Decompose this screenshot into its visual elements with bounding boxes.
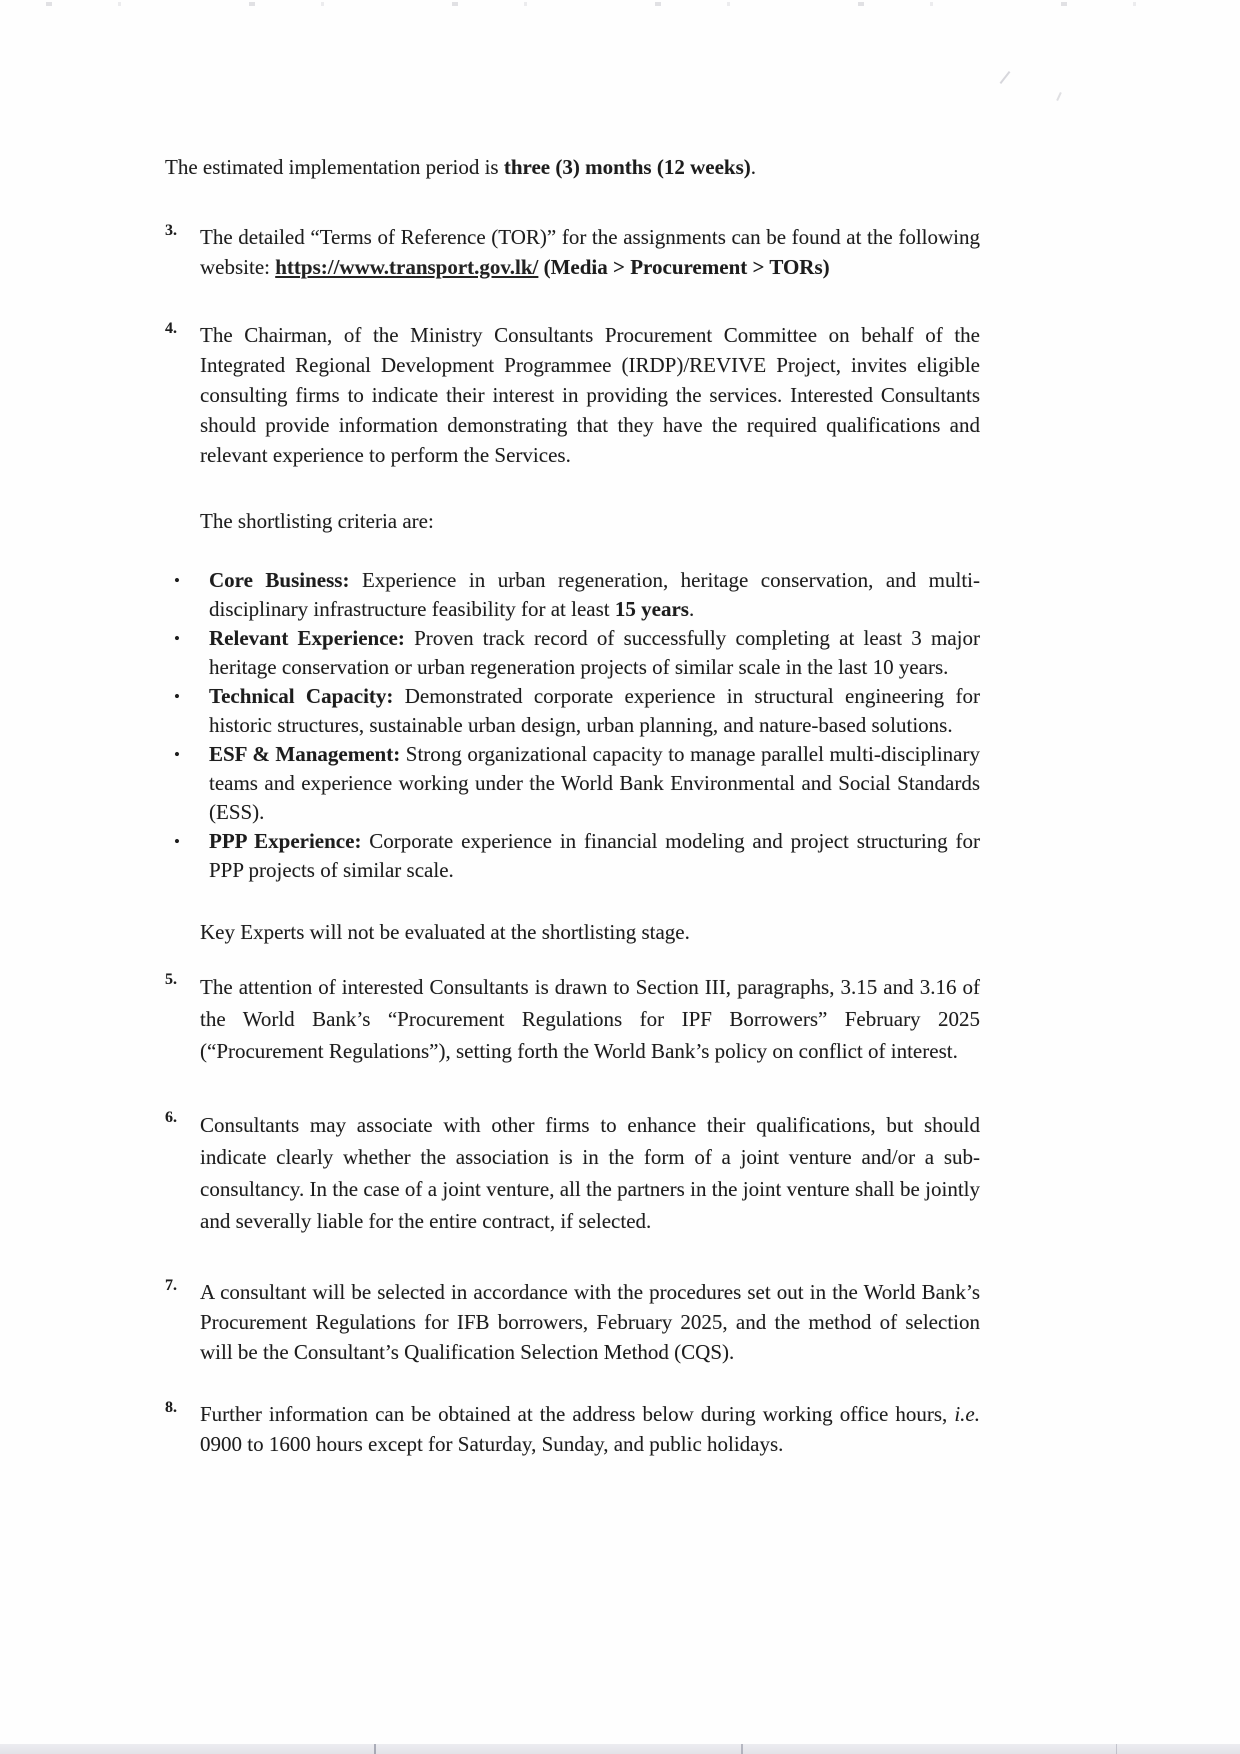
numbered-item-8 (165, 1399, 980, 1459)
shortlisting-criteria-list (165, 566, 980, 885)
text-segment: The detailed “Terms of Reference (TOR)” for the assignments can be found at the following website: (200, 225, 980, 279)
text-segment: Strong organizational capacity to manage parallel multi-disciplinary teams and experience working under the World Bank Environmental and Social Standards (ESS). (209, 742, 980, 824)
text-segment: Demonstrated corporate experience in structural engineering for historic structures, sustainable urban design, urban planning, and nature-based solutions. (209, 684, 980, 737)
item-number: 3. (165, 222, 177, 239)
text-segment: ESF & Management: (209, 742, 401, 766)
text-segment: Experience in urban regeneration, heritage conservation, and multi-disciplinary infrastructure feasibility for at least (209, 568, 980, 621)
text-segment: The Chairman, of the Ministry Consultants Procurement Committee on behalf of the Integrated Regional Development Programmee (IRDP)/REVIVE Project, invites eligible consulting firms to indicate their interest in providing the services. Interested Consultants should provide information demonstrating that they have the required qualifications and relevant experience to perform the Services. (200, 323, 980, 467)
text-segment: (Media > Procurement > TORs) (543, 255, 830, 279)
key-experts-note: Key Experts will not be evaluated at the shortlisting stage. (200, 920, 690, 944)
text-segment: A consultant will be selected in accordance with the procedures set out in the World Bank’s Procurement Regulations for IFB borrowers, February 2025, and the method of selection will be the Consultant’s Qualification Selection Method (CQS). (200, 1280, 980, 1364)
criterion-esf-management (165, 740, 980, 827)
bullet-icon: • (174, 745, 180, 764)
bullet-icon: • (174, 687, 180, 706)
item-number: 5. (165, 971, 177, 988)
text-segment: . (688, 597, 695, 621)
text-segment: The estimated implementation period is (165, 155, 504, 179)
numbered-item-3 (165, 222, 980, 282)
numbered-item-4 (165, 320, 980, 470)
implementation-period-paragraph (165, 152, 980, 182)
item-text (200, 1277, 980, 1367)
text-segment: i.e. (954, 1402, 980, 1426)
numbered-item-6 (165, 1109, 980, 1237)
text-segment: 15 years (614, 597, 689, 621)
criterion-technical-capacity (165, 682, 980, 740)
numbered-item-5 (165, 971, 980, 1067)
scan-edge-bottom (0, 1744, 1240, 1754)
criterion-text (209, 566, 980, 624)
item-number: 6. (165, 1109, 177, 1126)
text-segment: three (3) months (12 weeks) (503, 155, 751, 179)
scan-noise-top (0, 2, 1240, 6)
criterion-core-business (165, 566, 980, 624)
text-segment: The attention of interested Consultants is drawn to Section III, paragraphs, 3.15 and 3.16 of the World Bank’s “Procurement Regulations for IPF Borrowers” February 2025 (“Procurement Regulations”), setting forth the World Bank’s policy on conflict of interest. (200, 975, 980, 1063)
text-segment: PPP Experience: (209, 829, 362, 853)
item-text (200, 222, 980, 282)
criterion-relevant-experience (165, 624, 980, 682)
item-number: 7. (165, 1277, 177, 1294)
text-segment: Relevant Experience: (209, 626, 405, 650)
bullet-icon: • (174, 571, 180, 590)
criterion-text (209, 827, 980, 885)
criterion-text (209, 682, 980, 740)
item-text (200, 320, 980, 470)
criterion-text (209, 740, 980, 827)
bullet-icon: • (174, 629, 180, 648)
criterion-text (209, 624, 980, 682)
text-segment: Technical Capacity: (209, 684, 394, 708)
shortlisting-criteria-heading: The shortlisting criteria are: (200, 509, 434, 533)
text-segment: Proven track record of successfully completing at least 3 major heritage conservation or urban regeneration projects of similar scale in the last 10 years. (209, 626, 980, 679)
text-segment: Consultants may associate with other firms to enhance their qualifications, but should indicate clearly whether the association is in the form of a joint venture and/or a sub-consultancy. In the case of a joint venture, all the partners in the joint venture shall be jointly and severally liable for the entire contract, if selected. (200, 1113, 980, 1233)
numbered-item-7 (165, 1277, 980, 1367)
text-segment: . (750, 155, 756, 179)
item-text (200, 1109, 980, 1237)
item-text (200, 1399, 980, 1459)
item-number: 4. (165, 320, 177, 337)
item-text (200, 971, 980, 1067)
item-number: 8. (165, 1399, 177, 1416)
bullet-icon: • (174, 832, 180, 851)
transport-website-link[interactable]: https://www.transport.gov.lk/ (275, 255, 539, 279)
text-segment: Core Business: (209, 568, 350, 592)
criterion-ppp-experience (165, 827, 980, 885)
text-segment: Further information can be obtained at the address below during working office hours, (200, 1402, 955, 1426)
text-segment: 0900 to 1600 hours except for Saturday, Sunday, and public holidays. (200, 1432, 784, 1456)
text-segment: Corporate experience in financial modeling and project structuring for PPP projects of similar scale. (209, 829, 980, 882)
